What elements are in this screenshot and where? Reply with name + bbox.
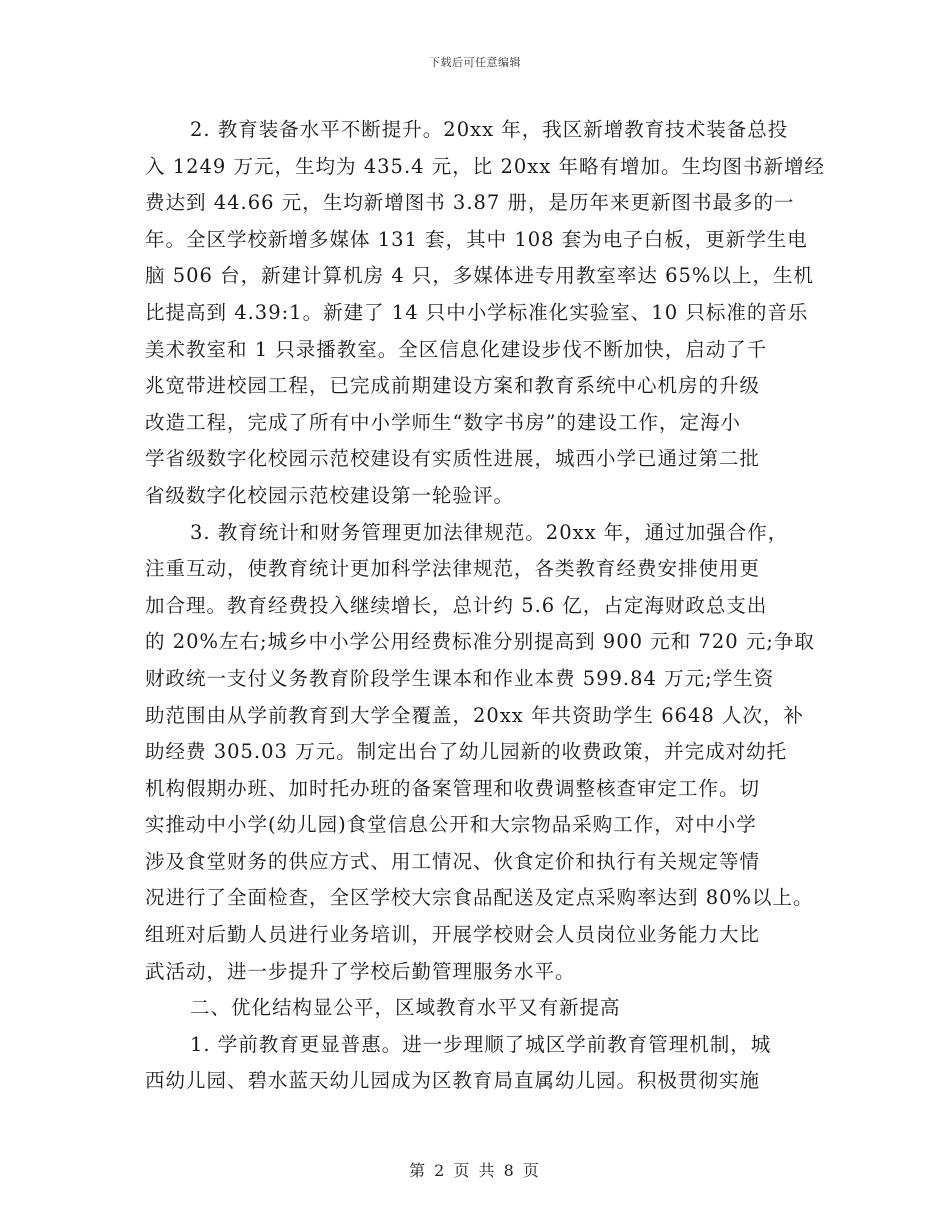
text-line: 费达到 44.66 元，生均新增图书 3.87 册，是历年来更新图书最多的一	[145, 191, 795, 215]
paragraph-equipment	[145, 112, 825, 515]
text-line: 2. 教育装备水平不断提升。20xx 年，我区新增教育技术装备总投	[190, 118, 789, 141]
text-line: 改造工程，完成了所有中小学师生“数字书房”的建设工作，定海小	[145, 410, 741, 434]
text-line: 学省级数字化校园示范校建设有实质性进展，城西小学已通过第二批	[145, 447, 761, 471]
text-line: 脑 506 台，新建计算机房 4 只，多媒体进专用教室率达 65%以上，生机	[145, 264, 814, 288]
text-line: 机构假期办班、加时托办班的备案管理和收费调整核查审定工作。切	[145, 776, 761, 800]
text-line: 财政统一支付义务教育阶段学生课本和作业本费 599.84 万元;学生资	[145, 666, 775, 690]
text-line: 武活动，进一步提升了学校后勤管理服务水平。	[145, 959, 576, 983]
paragraph-preschool	[145, 1027, 825, 1100]
text-line: 西幼儿园、碧水蓝天幼儿园成为区教育局直属幼儿园。积极贯彻实施	[145, 1069, 761, 1093]
text-line: 兆宽带进校园工程，已完成前期建设方案和教育系统中心机房的升级	[145, 374, 761, 398]
text-line: 助范围由从学前教育到大学全覆盖，20xx 年共资助学生 6648 人次，补	[145, 703, 805, 727]
page-number-footer: 第 2 页 共 8 页	[409, 1161, 541, 1180]
text-line: 比提高到 4.39:1。新建了 14 只中小学标准化实验室、10 只标准的音乐	[145, 300, 809, 324]
text-line: 实推动中小学(幼儿园)食堂信息公开和大宗物品采购工作，对中小学	[145, 813, 757, 837]
text-line: 助经费 305.03 万元。制定出台了幼儿园新的收费政策，并完成对幼托	[145, 740, 788, 764]
text-line: 年。全区学校新增多媒体 131 套，其中 108 套为电子白板，更新学生电	[145, 227, 808, 251]
text-line: 1. 学前教育更显普惠。进一步理顺了城区学前教育管理机制，城	[190, 1032, 772, 1056]
section-heading	[145, 990, 825, 1027]
text-line: 3. 教育统计和财务管理更加法律规范。20xx 年，通过加强合作，	[190, 520, 789, 544]
text-line: 况进行了全面检查，全区学校大宗食品配送及定点采购率达到 80%以上。	[145, 886, 814, 910]
section-heading-text: 二、优化结构显公平，区域教育水平又有新提高	[190, 996, 621, 1020]
text-line: 组班对后勤人员进行业务培训，开展学校财会人员岗位业务能力大比	[145, 923, 761, 947]
text-line: 省级数字化校园示范校建设第一轮验评。	[145, 483, 515, 507]
document-body	[145, 112, 825, 1100]
text-line: 加合理。教育经费投入继续增长，总计约 5.6 亿，占定海财政总支出	[145, 593, 768, 617]
page-header-note: 下载后可任意编辑	[429, 56, 521, 69]
text-line: 入 1249 万元，生均为 435.4 元，比 20xx 年略有增加。生均图书新增经	[145, 154, 825, 178]
paragraph-finance	[145, 515, 825, 991]
text-line: 美术教室和 1 只录播教室。全区信息化建设步伐不断加快，启动了千	[145, 337, 768, 361]
text-line: 的 20%左右;城乡中小学公用经费标准分别提高到 900 元和 720 元;争取	[145, 630, 815, 654]
text-line: 涉及食堂财务的供应方式、用工情况、伙食定价和执行有关规定等情	[145, 849, 761, 873]
text-line: 注重互动，使教育统计更加科学法律规范，各类教育经费安排使用更	[145, 557, 761, 581]
